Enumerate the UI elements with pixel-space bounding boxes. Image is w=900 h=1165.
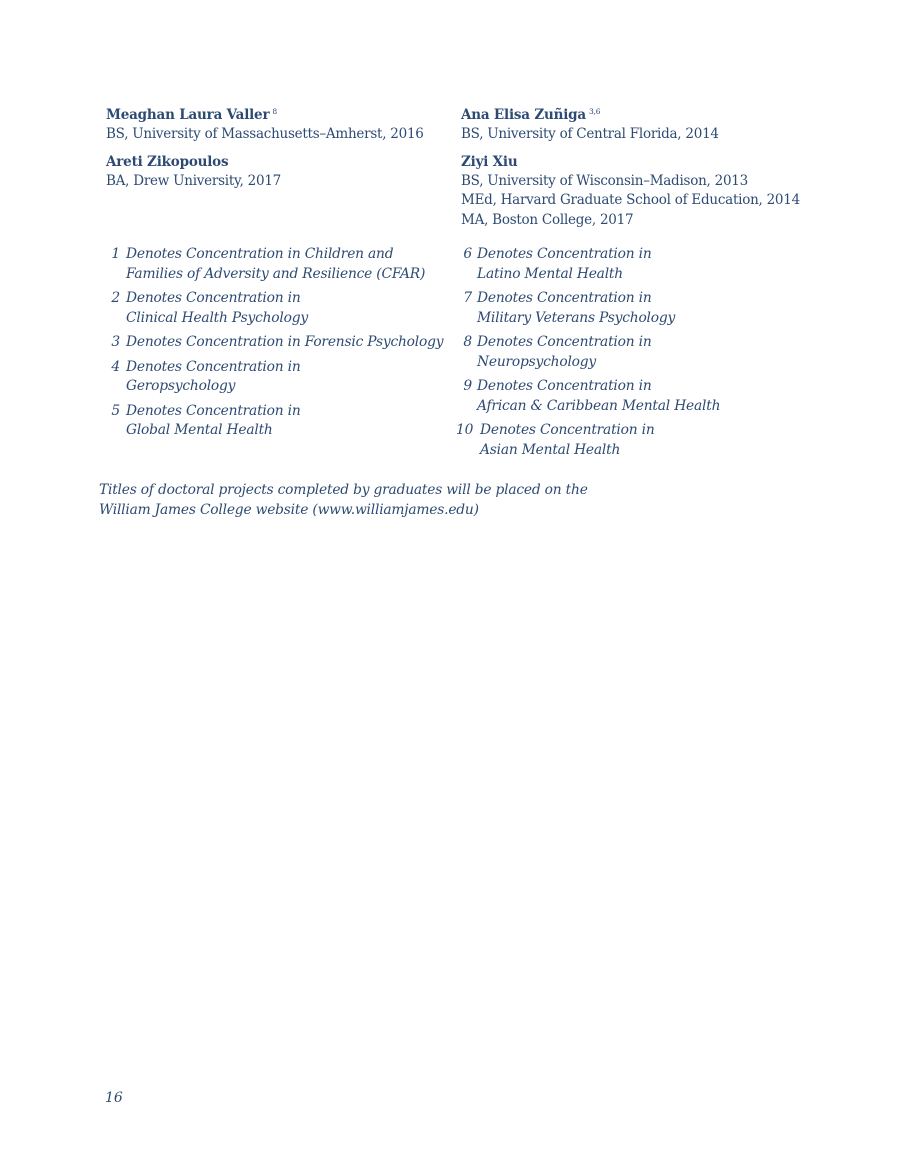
graduate-name: Meaghan Laura Valler $^8$ [106,107,277,123]
concentration-note [456,289,816,328]
note-text: Latino Mental Health [477,265,623,282]
concentration-superscript: 8 [272,107,277,116]
concentration-note [108,402,468,441]
graduate-name: Ziyi Xiu [461,153,518,170]
note-number: 9 [463,378,472,394]
note-text: Global Mental Health [126,422,273,438]
degree-line: BS, University of Central Florida, 2014 [461,126,719,142]
note-number: 10 [456,422,474,438]
note-number: 5 [111,402,120,419]
concentration-note [456,377,816,416]
concentration-note [108,289,468,328]
concentration-note [108,333,468,353]
note-text: Denotes Concentration in [480,422,655,438]
note-number: 2 [111,290,120,306]
graduate-name: Areti Zikopoulos [106,153,229,170]
concentration-note [108,358,468,397]
graduate-entry [461,153,861,231]
graduate-name: Ana Elisa Zuñiga $^{3,6}$ [461,107,601,123]
page-number: 16 [105,1090,123,1106]
degree-line: BS, University of Massachusetts–Amherst, 2016 [106,126,424,142]
doctoral-projects-note [99,480,659,520]
note-text: Denotes Concentration in [477,290,652,306]
footer-note-line: Titles of doctoral projects completed by graduates will be placed on the [99,482,588,498]
note-text: Denotes Concentration in Forensic Psychology [126,334,444,350]
note-number: 8 [463,334,472,350]
concentration-note [456,421,816,460]
note-text: Denotes Concentration in [477,246,652,262]
footer-note-line: William James College website (www.williamjames.edu) [99,502,479,518]
concentration-note [456,245,816,284]
note-text: Denotes Concentration in Children and [126,246,394,262]
graduates-left-column [106,102,486,199]
concentration-notes-left [108,245,468,446]
note-text: Denotes Concentration in [126,402,301,419]
graduates-right-column [461,102,861,238]
note-text: Denotes Concentration in [126,290,301,306]
degree-line: MA, Boston College, 2017 [461,211,634,228]
note-text: Asian Mental Health [480,441,621,458]
concentration-superscript: 3,6 [588,107,601,116]
note-text: Denotes Concentration in [126,358,301,375]
note-number: 3 [111,334,120,350]
note-text: Denotes Concentration in [477,378,652,394]
note-number: 6 [463,246,472,262]
degree-line: BS, University of Wisconsin–Madison, 2013 [461,172,748,189]
concentration-notes-right [456,245,816,465]
note-text: Geropsychology [126,378,236,394]
graduate-entry [461,102,861,145]
note-text: African & Caribbean Mental Health [477,397,721,414]
note-text: Families of Adversity and Resilience (CFAR) [126,265,426,282]
note-text: Clinical Health Psychology [126,309,308,326]
note-text: Military Veterans Psychology [477,309,676,326]
note-number: 7 [463,290,472,306]
concentration-note [108,245,468,284]
note-text: Denotes Concentration in [477,334,652,350]
degree-line: BA, Drew University, 2017 [106,172,282,189]
concentration-note [456,333,816,372]
degree-line: MEd, Harvard Graduate School of Education, 2014 [461,192,800,208]
note-number: 4 [111,358,120,375]
graduate-entry [106,102,486,145]
graduate-entry [106,153,486,192]
note-number: 1 [111,246,120,262]
note-text: Neuropsychology [477,353,596,370]
